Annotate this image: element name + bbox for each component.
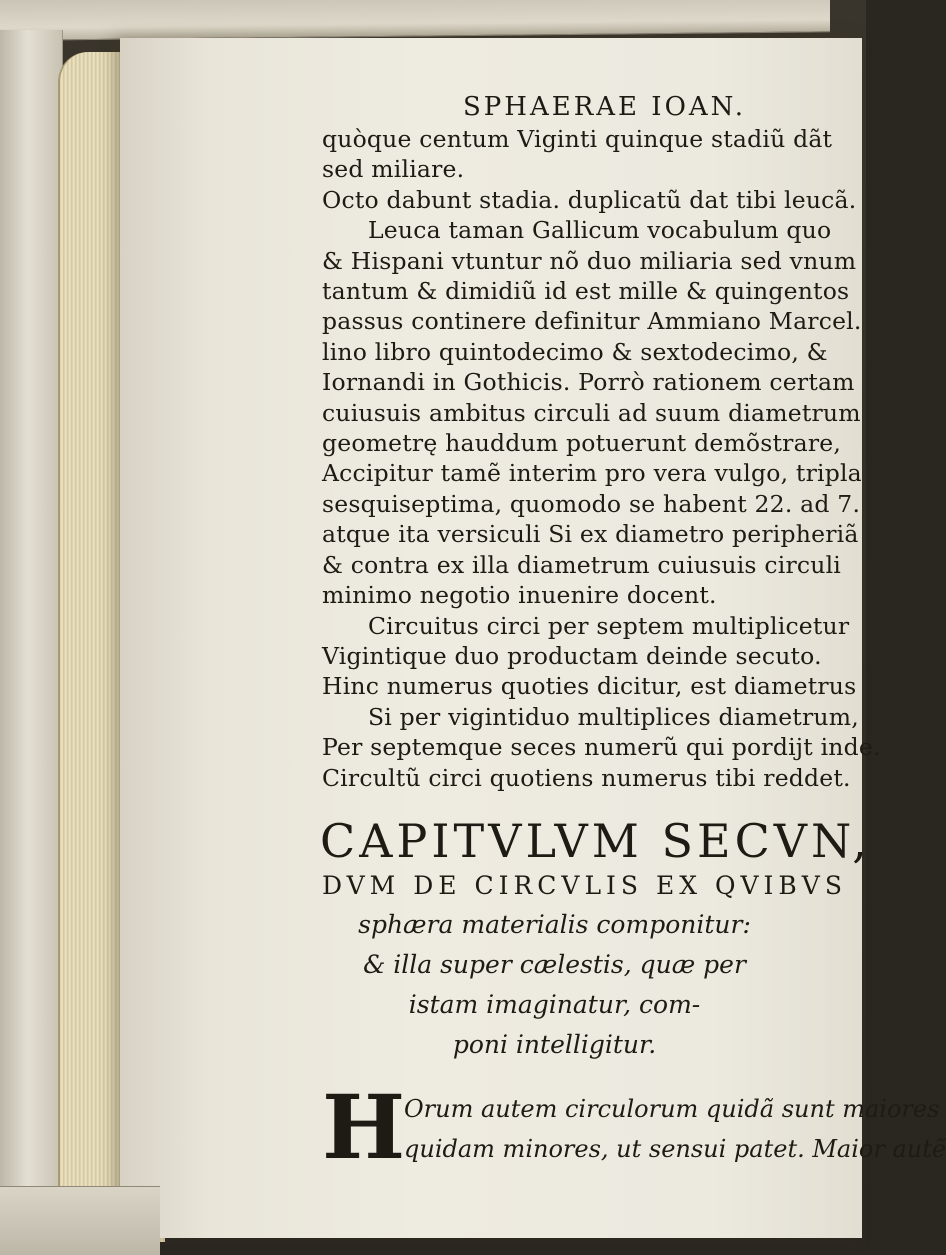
prose-line: sesquiseptima, quomodo se habent 22. ad 7. xyxy=(322,489,861,518)
verse-block xyxy=(322,124,857,215)
page-text xyxy=(320,92,946,1179)
chapter-italic-line: sphæra materialis componitur: xyxy=(358,909,751,939)
drop-cap: H xyxy=(322,1074,406,1179)
prose-line: Accipitur tamẽ interim pro vera vulgo, tripla xyxy=(322,459,862,488)
poem-line: Hinc numerus quoties dicitur, est diametrus xyxy=(322,672,857,701)
prose-line: tantum & dimidiũ id est mille & quingentos xyxy=(322,277,850,306)
poem-line: Si per vigintiduo multiplices diametrum, xyxy=(368,702,859,731)
book-cover-left-edge xyxy=(0,30,63,1254)
prose-line: lino libro quintodecimo & sextodecimo, & xyxy=(322,337,828,366)
body-paragraph xyxy=(322,1074,946,1179)
chapter-italic-line: poni intelligitur. xyxy=(452,1029,657,1059)
body-line: Orum autem circulorum quidã sunt maiores xyxy=(404,1094,940,1123)
poem-line: Circultũ circi quotiens numerus tibi reddet. xyxy=(322,763,851,792)
chapter-italic-line: istam imaginatur, com- xyxy=(408,989,701,1019)
chapter-heading xyxy=(320,813,871,1065)
cover-bottom-corner xyxy=(0,1186,160,1255)
prose-line: geometrę hauddum potuerunt demõstrare, xyxy=(322,429,842,458)
prose-line: cuiusuis ambitus circuli ad suum diametrum xyxy=(322,398,861,427)
prose-line: Iornandi in Gothicis. Porrò rationem certam xyxy=(322,368,855,397)
verse-line: quòque centum Viginti quinque stadiũ dãt xyxy=(322,125,833,153)
poem-block xyxy=(322,611,881,793)
chapter-italic-line: & illa super cælestis, quæ per xyxy=(363,949,746,979)
prose-line: Leuca taman Gallicum vocabulum quo xyxy=(368,216,832,245)
prose-line: passus continere definitur Ammiano Marcel. xyxy=(322,307,862,336)
body-line: quidam minores, ut sensui patet. Maior autẽ xyxy=(404,1134,946,1163)
running-head: SPHAERAE IOAN. xyxy=(462,92,747,122)
chapter-subtitle: DVM DE CIRCVLIS EX QVIBVS xyxy=(322,870,847,900)
poem-line: Per septemque seces numerũ qui pordijt inde. xyxy=(322,733,881,762)
prose-line: & contra ex illa diametrum cuiusuis circuli xyxy=(322,550,842,579)
poem-line: Circuitus circi per septem multiplicetur xyxy=(368,611,850,640)
verse-line: Octo dabunt stadia. duplicatũ dat tibi leucã. xyxy=(322,185,857,214)
poem-line: Vigintique duo productam deinde secuto. xyxy=(322,641,822,670)
prose-line: & Hispani vtuntur nõ duo miliaria sed vnum xyxy=(322,246,857,275)
verse-line: sed miliare. xyxy=(322,155,465,184)
prose-paragraph xyxy=(322,215,862,610)
prose-line: minimo negotio inuenire docent. xyxy=(322,581,717,610)
prose-line: atque ita versiculi Si ex diametro peripheriã xyxy=(322,520,859,549)
chapter-title: CAPITVLVM SECVN, xyxy=(320,813,871,868)
